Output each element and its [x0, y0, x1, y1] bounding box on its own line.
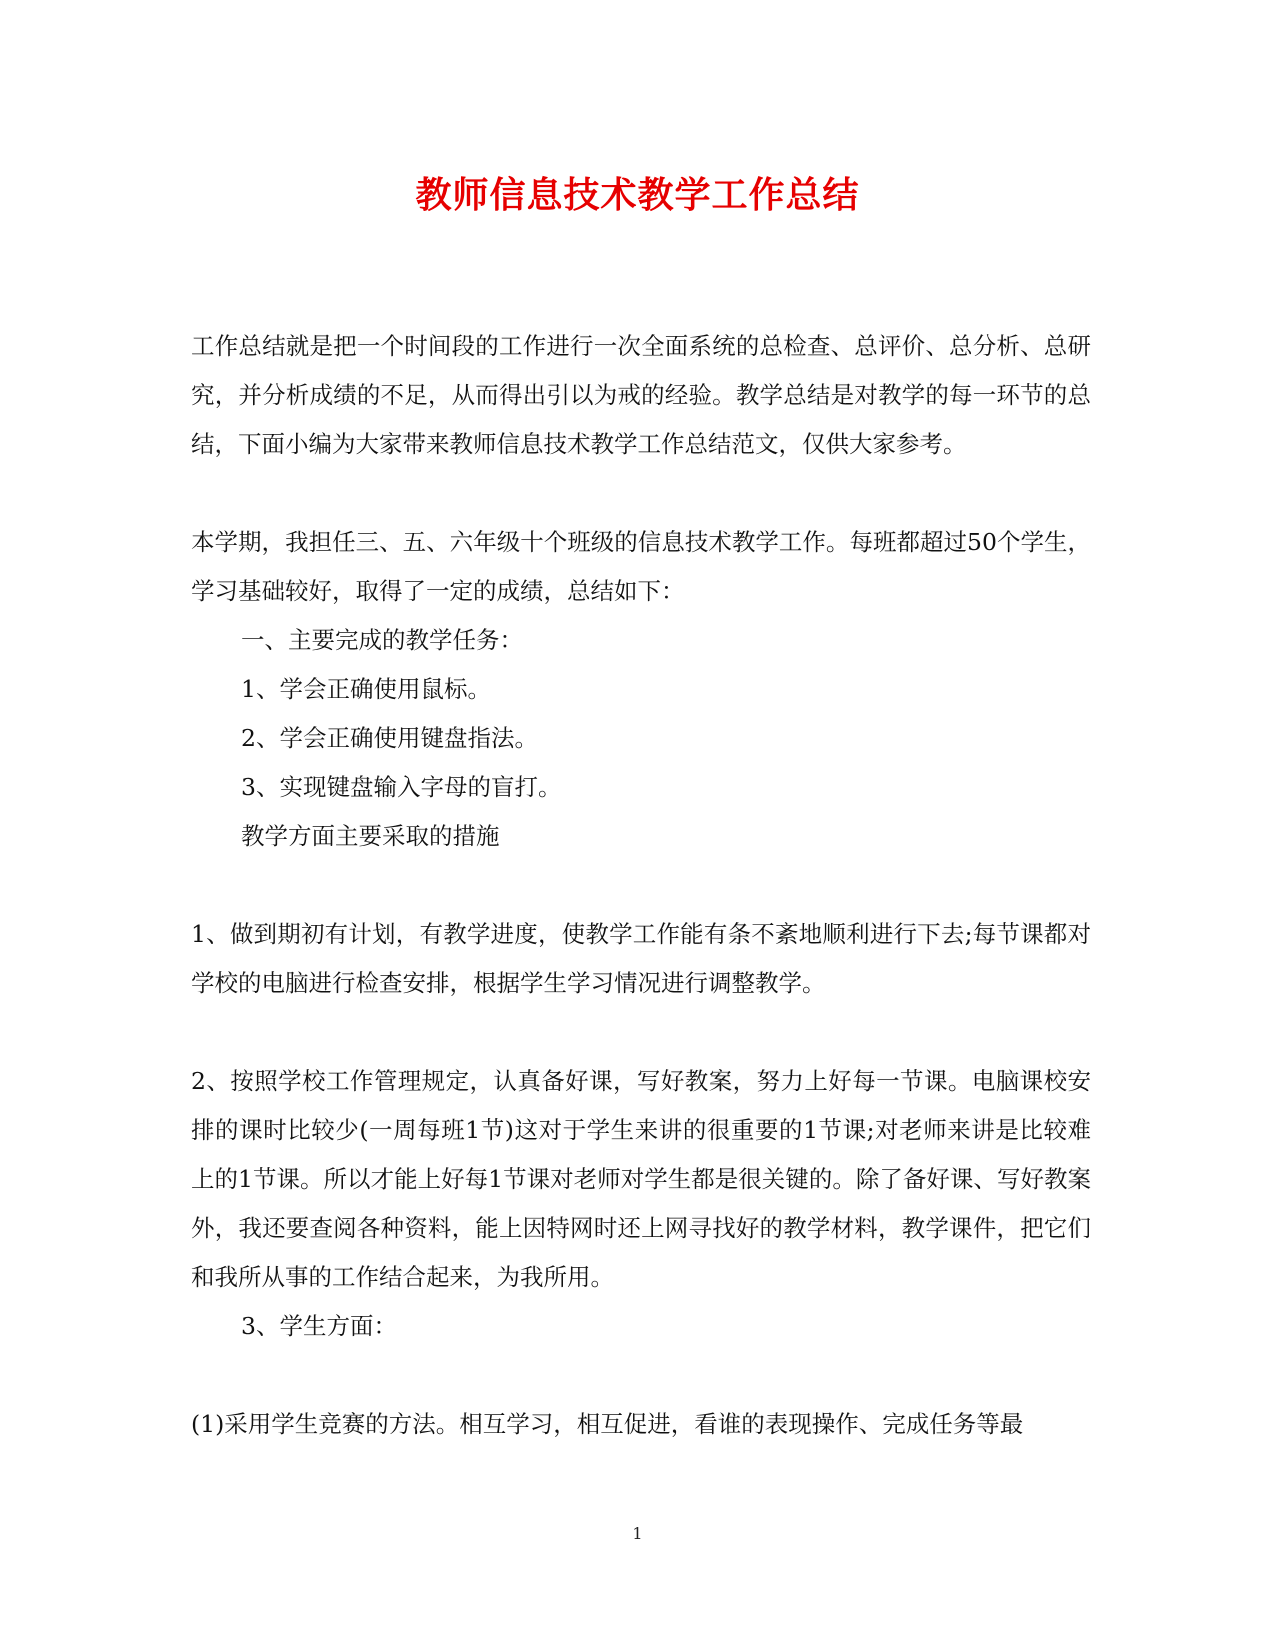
- measure-paragraph-1: 1、做到期初有计划，有教学进度，使教学工作能有条不紊地顺利进行下去;每节课都对学校的电脑进行检查安排，根据学生学习情况进行调整教学。: [191, 920, 1091, 997]
- document-body: [191, 322, 1091, 1449]
- task-item-3: 3、实现键盘输入字母的盲打。: [241, 773, 562, 801]
- section-heading-measures: 教学方面主要采取的措施: [241, 822, 500, 850]
- document-title: 教师信息技术教学工作总结: [415, 174, 860, 216]
- intro-paragraph: 工作总结就是把一个时间段的工作进行一次全面系统的总检查、总评价、总分析、总研究，并分析成绩的不足，从而得出引以为戒的经验。教学总结是对教学的每一环节的总结，下面小编为大家带来教师信息技术教学工作总结范文，仅供大家参考。: [191, 332, 1091, 458]
- measure-paragraph-2: 2、按照学校工作管理规定，认真备好课，写好教案，努力上好每一节课。电脑课校安排的课时比较少(一周每班1节)这对于学生来讲的很重要的1节课;对老师来讲是比较难上的1节课。所以才能上好每1节课对老师对学生都是很关键的。除了备好课、写好教案外，我还要查阅各种资料，能上因特网时还上网寻找好的教学材料，教学课件，把它们和我所从事的工作结合起来，为我所用。: [191, 1067, 1091, 1291]
- task-item-2: 2、学会正确使用键盘指法。: [241, 724, 538, 752]
- student-paragraph-1: (1)采用学生竞赛的方法。相互学习，相互促进，看谁的表现操作、完成任务等最: [191, 1410, 1024, 1438]
- section-heading-tasks: 一、主要完成的教学任务：: [241, 626, 523, 654]
- task-item-1: 1、学会正确使用鼠标。: [241, 675, 491, 703]
- page-number: 1: [632, 1524, 643, 1543]
- semester-paragraph: 本学期，我担任三、五、六年级十个班级的信息技术教学工作。每班都超过50个学生，学习基础较好，取得了一定的成绩，总结如下：: [191, 528, 1091, 605]
- section-heading-students: 3、学生方面：: [241, 1312, 397, 1340]
